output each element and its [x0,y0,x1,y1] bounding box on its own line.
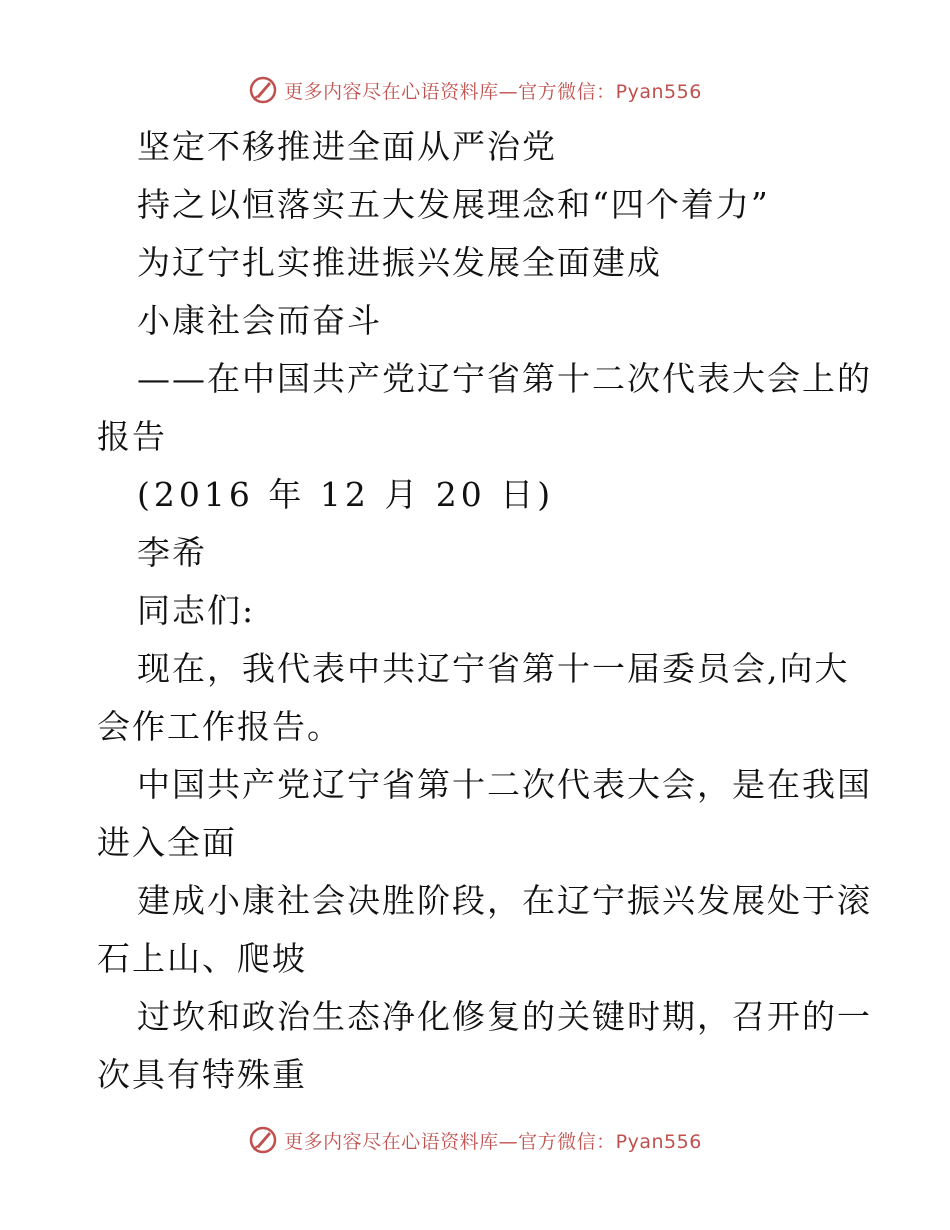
salutation: 同志们: [137,591,256,630]
title-line: 持之以恒落实五大发展理念和“四个着力” [137,185,770,224]
author-name: 李希 [137,533,207,572]
footer-banner-text: 更多内容尽在心语资料库—官方微信：Pyan556 [284,1130,702,1153]
paragraph-line: 过坎和政治生态净化修复的关键时期，召开的一 [137,997,872,1036]
paragraph-line: 会作工作报告。 [97,707,342,746]
subtitle-line: ——在中国共产党辽宁省第十二次代表大会上的 [137,359,872,398]
title-line: 小康社会而奋斗 [137,301,382,340]
subtitle-line: 报告 [97,417,167,456]
paragraph-line: 进入全面 [97,823,237,862]
title-line: 为辽宁扎实推进振兴发展全面建成 [137,243,662,282]
paragraph-line: 建成小康社会决胜阶段，在辽宁振兴发展处于滚 [137,881,872,920]
title-line: 坚定不移推进全面从严治党 [137,127,557,166]
document-body [97,118,872,1104]
paragraph-line: 中国共产党辽宁省第十二次代表大会，是在我国 [137,765,872,804]
paragraph-line: 现在，我代表中共辽宁省第十一届委员会,向大 [137,649,850,688]
header-banner [0,70,950,110]
paragraph-line: 次具有特殊重 [97,1055,307,1094]
paragraph-line: 石上山、爬坡 [97,939,307,978]
header-banner-text: 更多内容尽在心语资料库—官方微信：Pyan556 [284,80,702,103]
report-date: (2016 年 12 月 20 日) [137,475,555,514]
feather-logo-icon [248,75,278,105]
feather-logo-icon [248,1125,278,1155]
footer-banner [0,1120,950,1160]
